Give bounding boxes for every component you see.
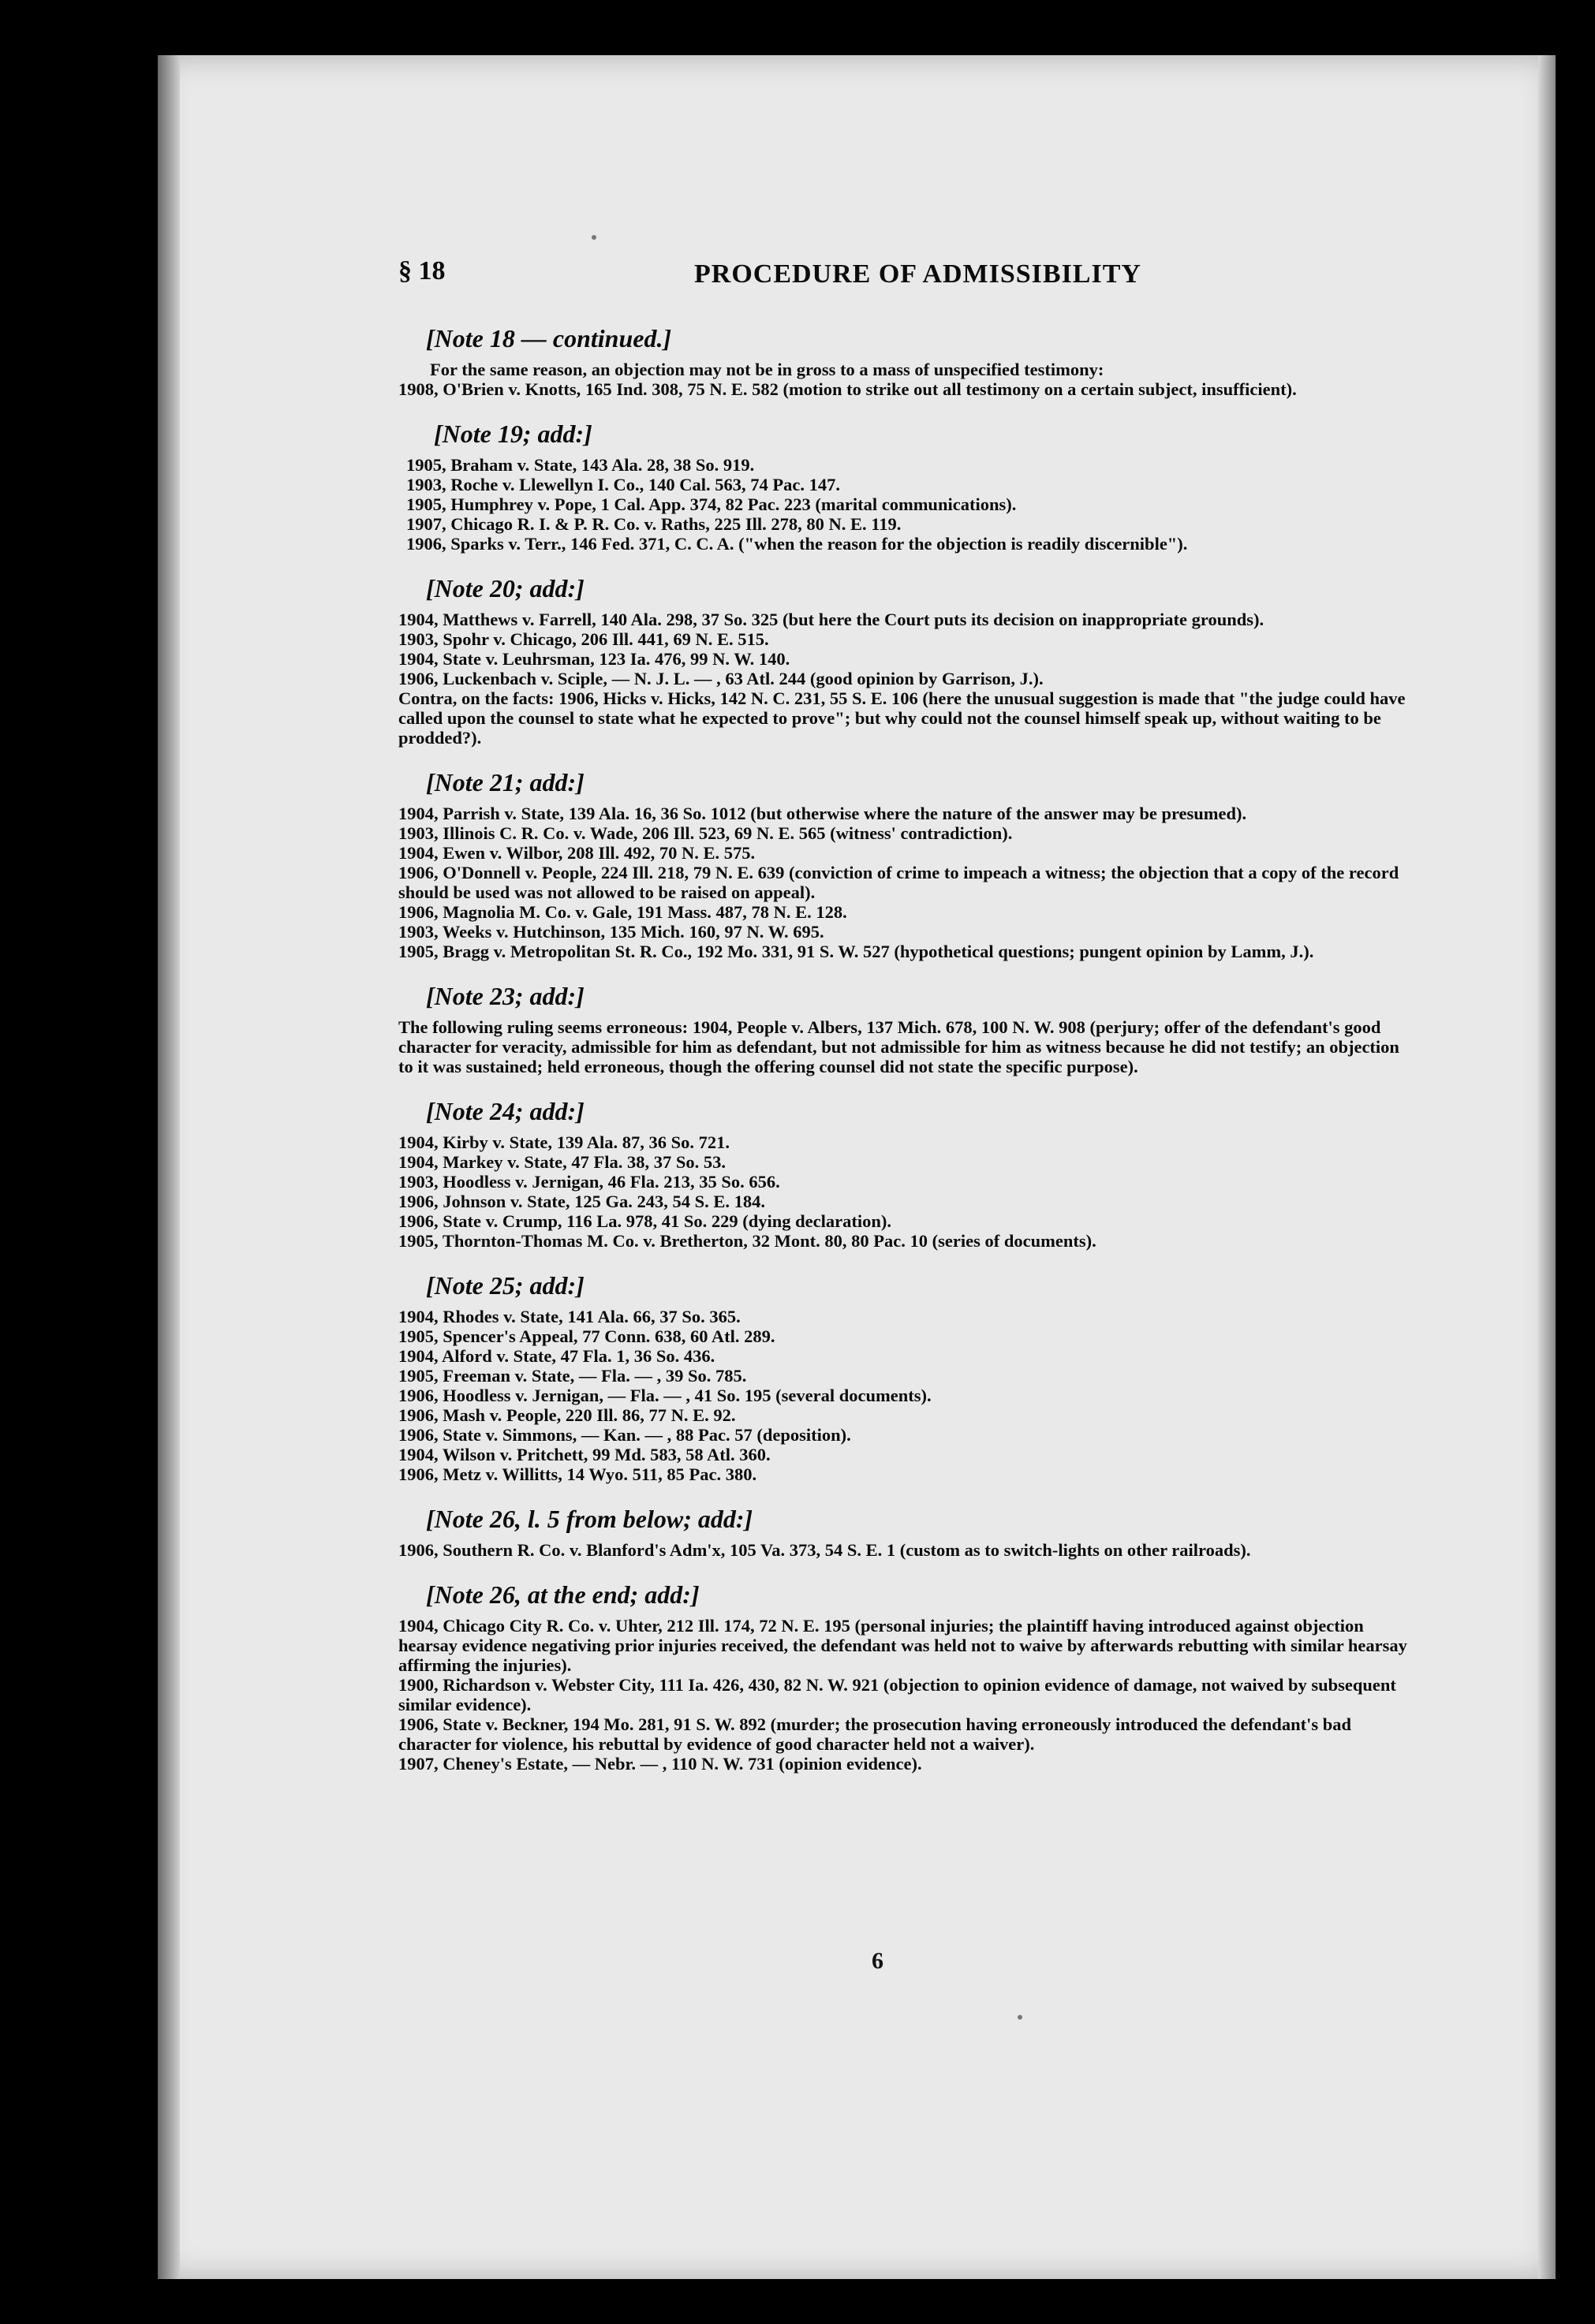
citation-entry: 1904, Ewen v. Wilbor, 208 Ill. 492, 70 N. E. 575. (398, 843, 756, 863)
citation-entry: 1906, Magnolia M. Co. v. Gale, 191 Mass. 487, 78 N. E. 128. (398, 902, 847, 922)
speck (592, 235, 596, 240)
note-heading: [Note 24; add:] (426, 1097, 585, 1125)
citation-entry: 1905, Spencer's Appeal, 77 Conn. 638, 60 Atl. 289. (398, 1326, 775, 1346)
citation-entry: 1904, State v. Leuhrsman, 123 Ia. 476, 99 N. W. 140. (398, 649, 790, 669)
running-header (398, 256, 1416, 304)
note-section (398, 982, 1416, 1076)
note-section (398, 768, 1416, 961)
note-section (398, 324, 1416, 399)
citation-entry: 1903, Roche v. Llewellyn I. Co., 140 Cal. 563, 74 Pac. 147. (406, 475, 840, 494)
note-section (406, 420, 1416, 554)
citation-entry: The following ruling seems erroneous: 1904, People v. Albers, 137 Mich. 678, 100 N. W. 908 (perjury; offer of the defendant's good character for veracity, admissible for him as defendant, but not admissible for him as witness because he did not testify; an objection to it was sustained; held erroneous, though the offering counsel did not state the specific purpose). (398, 1017, 1399, 1076)
citation-entry: 1906, Johnson v. State, 125 Ga. 243, 54 S. E. 184. (398, 1192, 766, 1211)
citation-entry: 1905, Freeman v. State, — Fla. — , 39 So. 785. (398, 1366, 747, 1386)
citation-entry: 1905, Thornton-Thomas M. Co. v. Bretherton, 32 Mont. 80, 80 Pac. 10 (series of documents). (398, 1231, 1096, 1251)
note-section (398, 1505, 1416, 1560)
citation-entry: 1906, State v. Crump, 116 La. 978, 41 So. 229 (dying declaration). (398, 1211, 892, 1231)
note-section (398, 1580, 1416, 1774)
citation-entry: 1903, Spohr v. Chicago, 206 Ill. 441, 69 N. E. 515. (398, 629, 769, 649)
citation-entry: 1904, Parrish v. State, 139 Ala. 16, 36 So. 1012 (but otherwise where the nature of the answer may be presumed). (398, 804, 1247, 823)
page-edge-right (1538, 55, 1556, 2279)
citation-entry: 1906, Southern R. Co. v. Blanford's Adm'x, 105 Va. 373, 54 S. E. 1 (custom as to switch-lights on other railroads). (398, 1540, 1251, 1560)
citation-entry: 1906, State v. Beckner, 194 Mo. 281, 91 S. W. 892 (murder; the prosecution having erroneously introduced the defendant's bad character for violence, his rebuttal by evidence of good character held not a waiver). (398, 1714, 1351, 1754)
citation-entry: 1906, Mash v. People, 220 Ill. 86, 77 N. E. 92. (398, 1405, 736, 1425)
citation-entry: 1906, Hoodless v. Jernigan, — Fla. — , 41 So. 195 (several documents). (398, 1386, 932, 1405)
speck (1018, 2015, 1022, 2020)
citation-entry: Contra, on the facts: 1906, Hicks v. Hicks, 142 N. C. 231, 55 S. E. 106 (here the unusual suggestion is made that "the judge could have called upon the counsel to state what he expected to prove"; but why could not the counsel himself speak up, without waiting to be prodded?). (398, 688, 1406, 748)
note-section (398, 1271, 1416, 1484)
note-heading: [Note 25; add:] (426, 1271, 585, 1300)
note-heading: [Note 21; add:] (426, 768, 585, 796)
citation-entry: 1906, State v. Simmons, — Kan. — , 88 Pac. 57 (deposition). (398, 1425, 851, 1445)
note-heading: [Note 26, at the end; add:] (426, 1580, 700, 1609)
citation-entry: 1908, O'Brien v. Knotts, 165 Ind. 308, 75 N. E. 582 (motion to strike out all testimony on a certain subject, insufficient). (398, 379, 1297, 399)
note-heading: [Note 19; add:] (434, 420, 592, 448)
note-paragraph: For the same reason, an objection may not be in gross to a mass of unspecified testimony: (430, 360, 1104, 379)
note-heading: [Note 18 — continued.] (426, 324, 672, 353)
citation-entry: 1905, Braham v. State, 143 Ala. 28, 38 So. 919. (406, 455, 755, 475)
citation-entry: 1903, Hoodless v. Jernigan, 46 Fla. 213, 35 So. 656. (398, 1172, 780, 1192)
citation-entry: 1903, Illinois C. R. Co. v. Wade, 206 Ill. 523, 69 N. E. 565 (witness' contradiction). (398, 823, 1013, 843)
citation-entry: 1900, Richardson v. Webster City, 111 Ia. 426, 430, 82 N. W. 921 (objection to opinion evidence of damage, not waived by subsequent similar evidence). (398, 1675, 1396, 1714)
citation-entry: 1905, Humphrey v. Pope, 1 Cal. App. 374, 82 Pac. 223 (marital communications). (406, 494, 1017, 514)
note-heading: [Note 26, l. 5 from below; add:] (426, 1505, 753, 1533)
note-section (398, 1097, 1416, 1251)
citation-entry: 1906, O'Donnell v. People, 224 Ill. 218, 79 N. E. 639 (conviction of crime to impeach a witness; the objection that a copy of the record should be used was not allowed to be raised on appeal). (398, 863, 1399, 902)
citation-entry: 1907, Cheney's Estate, — Nebr. — , 110 N. W. 731 (opinion evidence). (398, 1754, 922, 1774)
note-section (398, 574, 1416, 748)
citation-entry: 1904, Kirby v. State, 139 Ala. 87, 36 So. 721. (398, 1132, 730, 1152)
page-content (398, 256, 1416, 1780)
page-number: 6 (872, 1948, 883, 1974)
page-edge-left (158, 55, 180, 2279)
note-heading: [Note 23; add:] (426, 982, 585, 1010)
citation-entry: 1904, Matthews v. Farrell, 140 Ala. 298, 37 So. 325 (but here the Court puts its decision on inappropriate grounds). (398, 610, 1264, 629)
citation-entry: 1907, Chicago R. I. & P. R. Co. v. Raths, 225 Ill. 278, 80 N. E. 119. (406, 514, 902, 534)
citation-entry: 1906, Sparks v. Terr., 146 Fed. 371, C. C. A. ("when the reason for the objection is readily discernible"). (406, 534, 1188, 554)
citation-entry: 1904, Chicago City R. Co. v. Uhter, 212 Ill. 174, 72 N. E. 195 (personal injuries; the plaintiff having introduced against objection hearsay evidence negativing prior injuries received, the defendant was held not to waive by afterwards rebutting with similar hearsay affirming the injuries). (398, 1616, 1407, 1675)
citation-entry: 1906, Metz v. Willitts, 14 Wyo. 511, 85 Pac. 380. (398, 1464, 757, 1484)
citation-entry: 1906, Luckenbach v. Sciple, — N. J. L. — , 63 Atl. 244 (good opinion by Garrison, J.). (398, 669, 1044, 688)
page-title: PROCEDURE OF ADMISSIBILITY (694, 259, 1141, 289)
citation-entry: 1904, Alford v. State, 47 Fla. 1, 36 So. 436. (398, 1346, 715, 1366)
citation-entry: 1903, Weeks v. Hutchinson, 135 Mich. 160, 97 N. W. 695. (398, 922, 824, 942)
section-mark: § 18 (398, 256, 446, 285)
citation-entry: 1905, Bragg v. Metropolitan St. R. Co., 192 Mo. 331, 91 S. W. 527 (hypothetical questions; pungent opinion by Lamm, J.). (398, 942, 1314, 961)
notes-container (398, 324, 1416, 1774)
citation-entry: 1904, Rhodes v. State, 141 Ala. 66, 37 So. 365. (398, 1307, 741, 1326)
citation-entry: 1904, Markey v. State, 47 Fla. 38, 37 So. 53. (398, 1152, 726, 1172)
note-heading: [Note 20; add:] (426, 574, 585, 602)
citation-entry: 1904, Wilson v. Pritchett, 99 Md. 583, 58 Atl. 360. (398, 1445, 771, 1464)
